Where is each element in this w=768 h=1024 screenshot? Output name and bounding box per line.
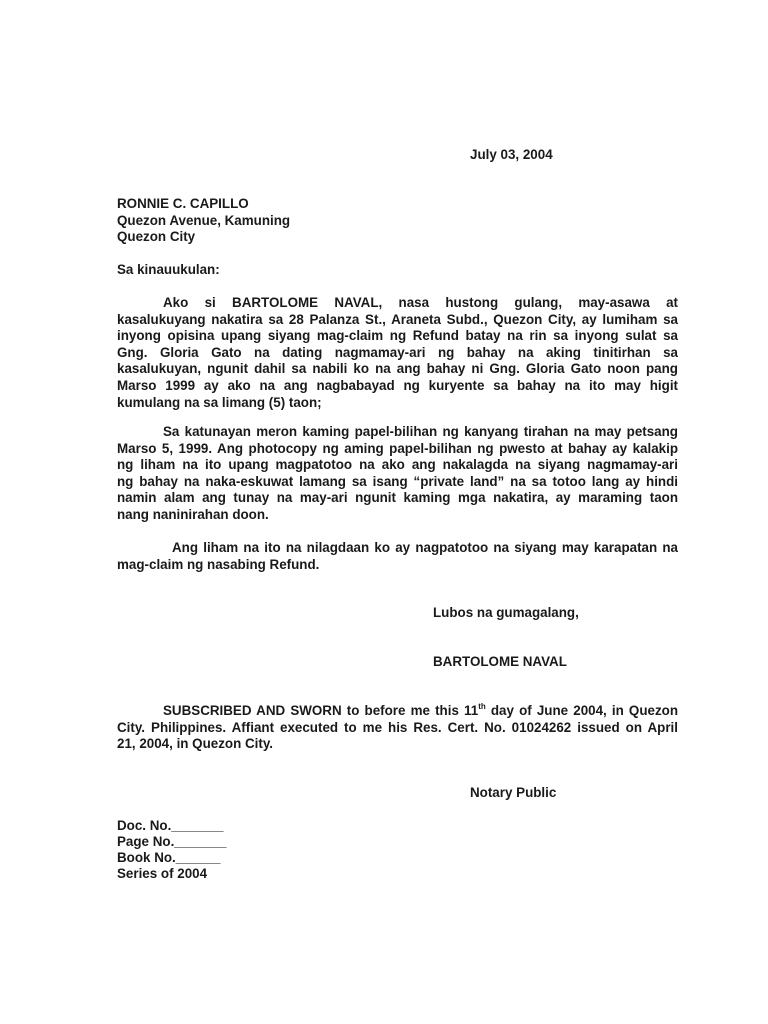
paragraph-2-line: ng bahay na naka-eskuwat lamang sa isang “private land” na sa totoo lang ay hindi <box>117 473 678 489</box>
paragraph-1-line: kasalukuyan, ngunit dahil sa nabili ko na ang bahay ni Gng. Gloria Gato noon pang <box>117 361 678 377</box>
paragraph-1-line: Ako si BARTOLOME NAVAL, nasa hustong gulang, may-asawa at <box>163 295 678 310</box>
paragraph-3-line: Ang liham na ito na nilagdaan ko ay nagpatotoo na siyang may karapatan na <box>172 540 678 555</box>
jurat-line-2: City. Philippines. Affiant executed to me his Res. Cert. No. 01024262 issued on April <box>117 719 678 735</box>
notary-public-label: Notary Public <box>470 785 557 800</box>
recipient-address-line2: Quezon City <box>117 229 196 244</box>
recipient-address-line1: Quezon Avenue, Kamuning <box>117 213 291 228</box>
jurat-line-3: 21, 2004, in Quezon City. <box>117 736 274 752</box>
paragraph-2-line: Sa katunayan meron kaming papel-bilihan ng kanyang tirahan na may petsang <box>163 424 678 439</box>
paragraph-2 <box>117 424 678 524</box>
paragraph-1-line: kasalukuyang nakatira sa 28 Palanza St., Araneta Subd., Quezon City, ay lumiham sa <box>117 311 678 327</box>
paragraph-1-line: Gng. Gloria Gato na dating nagmamay-ari ng bahay na aking tinitirhan sa <box>117 344 678 360</box>
jurat-line-1-start: SUBSCRIBED AND SWORN to before me this 11 <box>163 703 479 718</box>
paragraph-1 <box>117 295 678 411</box>
paragraph-3-line: mag-claim ng nasabing Refund. <box>117 556 320 572</box>
paragraph-2-line: Marso 5, 1999. Ang photocopy ng aming papel-bilihan ng pwesto at bahay ay kalakip <box>117 440 678 456</box>
paragraph-2-line: nang naninirahan doon. <box>117 506 269 522</box>
jurat-line-1 <box>117 703 678 720</box>
paragraph-2-line: namin alam ang tunay na may-ari ngunit kaming mga nakatira, ay maraming taon <box>117 490 678 506</box>
signatory-name: BARTOLOME NAVAL <box>433 654 567 669</box>
paragraph-2-line: ng liham na ito upang magpatotoo na ako ang nakalagda na siyang nagmamay-ari <box>117 457 678 473</box>
paragraph-3 <box>117 540 678 573</box>
jurat-line-1-end: day of June 2004, in Quezon <box>485 703 679 718</box>
salutation: Sa kinauukulan: <box>117 262 220 277</box>
closing: Lubos na gumagalang, <box>433 605 579 620</box>
doc-no: Doc. No._______ <box>117 818 224 833</box>
jurat <box>117 703 678 753</box>
paragraph-1-line: Marso 1999 ay ako na ang nagbabayad ng kuryente sa bahay na ito may higit <box>117 377 678 393</box>
letter-date: July 03, 2004 <box>470 147 553 162</box>
page-no: Page No._______ <box>117 834 227 849</box>
series: Series of 2004 <box>117 866 208 881</box>
paragraph-1-line: inyong opisina upang siyang mag-claim ng Refund batay na rin sa inyong sulat sa <box>117 328 678 344</box>
recipient-name: RONNIE C. CAPILLO <box>117 196 249 211</box>
ordinal-suffix: th <box>478 701 486 711</box>
book-no: Book No.______ <box>117 850 221 865</box>
paragraph-1-line: kumulang na sa limang (5) taon; <box>117 394 322 410</box>
